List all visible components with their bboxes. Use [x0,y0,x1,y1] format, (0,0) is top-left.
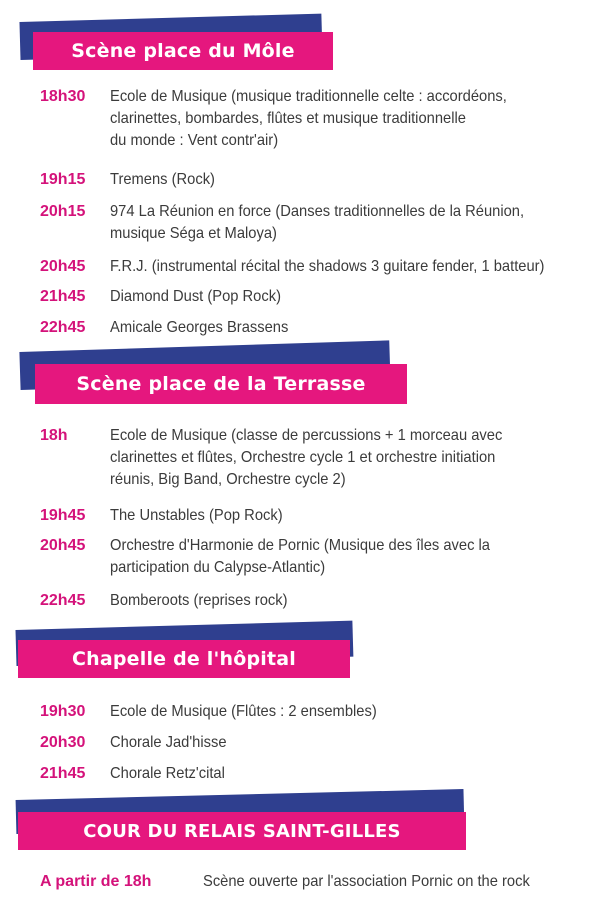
description-line: Ecole de Musique (musique traditionnelle celte : accordéons, [110,88,507,105]
event-description [110,701,377,723]
event-description [110,169,215,191]
description-line: clarinettes et flûtes, Orchestre cycle 1 et orchestre initiation [110,449,496,466]
time-label: 21h45 [40,288,86,305]
event-description [110,732,227,754]
section-title: COUR DU RELAIS SAINT-GILLES [18,812,466,850]
time-label: 20h45 [40,258,86,275]
description-line: Bomberoots (reprises rock) [110,592,288,609]
description-line: participation du Calypse-Atlantic) [110,559,326,576]
time-label: 20h45 [40,537,86,554]
event-description [110,535,490,579]
description-line: Tremens (Rock) [110,171,215,188]
time-label: A partir de 18h [40,873,152,890]
section-title: Chapelle de l'hôpital [18,640,350,678]
event-description [110,86,507,152]
event-description [110,425,502,491]
time-label: 21h45 [40,765,86,782]
description-line: réunis, Big Band, Orchestre cycle 2) [110,471,346,488]
description-line: Chorale Jad'hisse [110,734,227,751]
event-description [110,763,225,785]
description-line: Scène ouverte par l'association Pornic on the rock [203,873,530,890]
time-label: 19h45 [40,507,86,524]
event-description [110,256,544,278]
description-line: Amicale Georges Brassens [110,319,289,336]
time-label: 22h45 [40,592,86,609]
description-line: musique Séga et Maloya) [110,225,277,242]
event-description [110,590,288,612]
description-line: The Unstables (Pop Rock) [110,507,283,524]
description-line: Chorale Retz'cital [110,765,225,782]
section-banner [0,352,602,396]
description-line: 974 La Réunion en force (Danses traditionnelles de la Réunion, [110,203,525,220]
description-line: Ecole de Musique (classe de percussions + 1 morceau avec [110,427,503,444]
time-label: 19h30 [40,703,86,720]
time-label: 18h30 [40,88,86,105]
time-label: 19h15 [40,171,86,188]
event-description [110,286,281,308]
description-line: Diamond Dust (Pop Rock) [110,288,281,305]
description-line: F.R.J. (instrumental récital the shadows 3 guitare fender, 1 batteur) [110,258,545,275]
section-title: Scène place du Môle [33,32,333,70]
description-line: clarinettes, bombardes, flûtes et musique traditionnelle [110,110,466,127]
description-line: du monde : Vent contr'air) [110,132,279,149]
event-description [110,505,283,527]
description-line: Ecole de Musique (Flûtes : 2 ensembles) [110,703,377,720]
time-label: 22h45 [40,319,86,336]
section-banner [0,630,602,674]
time-label: 20h15 [40,203,86,220]
time-label: 20h30 [40,734,86,751]
section-banner [0,800,602,844]
description-line: Orchestre d'Harmonie de Pornic (Musique des îles avec la [110,537,490,554]
section-title: Scène place de la Terrasse [35,364,407,404]
event-description [110,201,524,245]
event-description [203,871,530,893]
event-description [110,317,288,339]
section-banner [0,22,602,66]
time-label: 18h [40,427,68,444]
